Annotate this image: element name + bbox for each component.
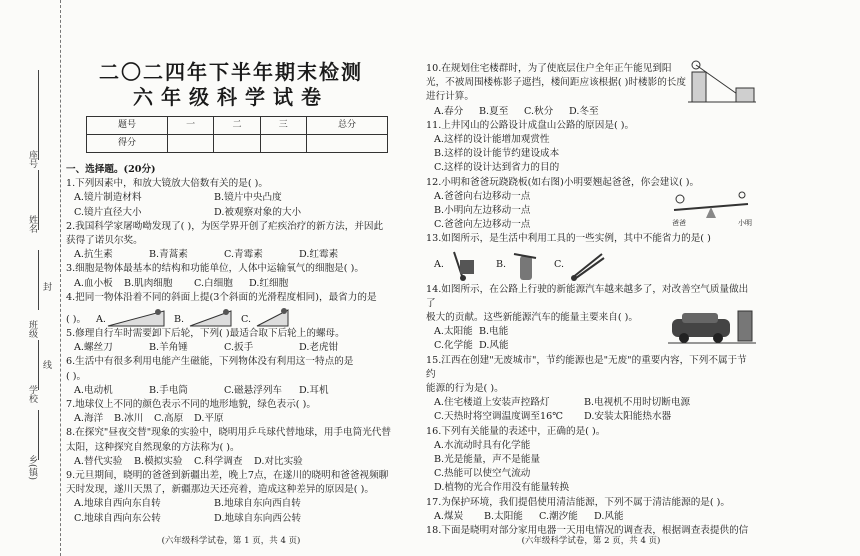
score-header-cell: 题号 [87,117,168,135]
question-14-cont: 极大的贡献。这些新能源汽车的能量主要来自( )。 [426,312,639,324]
question-18: 18.下面是晓明对部分家用电器一天用电情况的调查表，根据调查表提供的信 [426,525,749,537]
q11-options [426,133,756,176]
q13-figures [426,247,756,283]
seat-number-label: 座号 [27,150,37,168]
figure-label: A. [434,258,444,270]
option: D.风能 [479,340,509,352]
q10-block [426,62,756,105]
question-14: 14.如图所示，在公路上行驶的新能源汽车越来越多了，对改善空气质量做出了 [426,283,749,309]
option: C.潮汐能 [539,510,578,522]
option: A.爸爸向右边移动一点 [434,190,531,202]
option: C.这样的设计达到省力的目的 [434,162,560,174]
score-cell[interactable] [214,135,260,153]
class-label: 班级 [27,320,37,338]
option: C.磁悬浮列车 [224,384,283,396]
option: B.镜片中央凸度 [214,192,282,204]
option: B.夏至 [479,105,509,117]
option: B.小明向左边移动一点 [434,205,531,217]
question-2-cont: 获得了诺贝尔奖。 [66,235,143,247]
q1-options [66,191,396,219]
exam-title: 二〇二四年下半年期末检测 [99,60,363,84]
option: B.青蒿素 [149,249,188,261]
page-footer: (六年级科学试卷，第 2 页，共 4 页) [521,535,661,546]
q14-block [426,283,756,354]
q15-options [426,396,756,424]
school-label: 学校 [27,385,37,403]
option: A.春分 [434,105,464,117]
score-cell[interactable] [306,135,387,153]
option: C.科学调查 [194,455,243,467]
question-2: 2.我国科学家屠呦呦发现了( )，为医学界开创了疟疾治疗的新方法，并因此 [66,220,384,232]
info-line [38,340,39,390]
score-header-cell: 三 [260,117,306,135]
seal-char: 封 [41,282,51,291]
q12-block [426,190,756,233]
option: A.海洋 [74,413,104,425]
option: D.耳机 [299,384,329,396]
option: C.镜片直径大小 [74,206,142,218]
tweezers-icon [568,248,608,282]
hand-truck-icon [448,248,482,282]
option: C.爸爸向左边移动一点 [434,219,531,231]
question-1: 1.下列因素中，和放大镜放大倍数有关的是( )。 [66,178,268,190]
option: D.安装太阳能热水器 [584,411,672,423]
option: C.扳手 [224,342,254,354]
info-line [38,70,39,160]
option: D.平原 [194,413,224,425]
question-16: 16.下列有关能量的表述中，正确的是( )。 [426,425,606,437]
question-11: 11.上井冈山的公路设计成盘山公路的原因是( )。 [426,119,635,131]
question-8: 8.在探究"昼夜交替"现象的实验中，晓明用乒乓球代替地球，用手电筒光代替 [66,427,391,439]
option: A.抗生素 [74,249,113,261]
option: B.羊角锤 [149,342,188,354]
question-9: 9.元旦期间，晓明的爸爸到新疆出差，晚上7点，在遂川的晓明和爸爸视频聊 [66,470,389,482]
exam-page-2 [426,0,756,556]
option: B.这样的设计能节约建设成本 [434,148,560,160]
question-5: 5.修理自行车时需要卸下后轮，下列( )最适合取下后轮上的螺母。 [66,328,345,340]
option: C.高原 [154,413,184,425]
q3-options [66,277,396,291]
option: B.电能 [479,326,509,338]
page-footer: (六年级科学试卷，第 1 页，共 4 页) [161,535,301,546]
option: A.替代实验 [74,455,123,467]
option: B.光是能量，声不是能量 [434,454,541,466]
exam-subtitle: 六年级科学试卷 [133,85,329,109]
question-10: 10.在规划住宅楼群时，为了使底层住户全年正午能见到阳 [426,63,672,74]
option: D.风能 [594,510,624,522]
option: C.白细胞 [194,277,233,289]
option: D.红霉素 [299,249,339,261]
option: A.水流动时具有化学能 [434,439,531,451]
slope-figure-a [106,307,166,327]
question-8-cont: 太阳，这种探究自然现象的方法称为( )。 [66,441,240,453]
score-row-label: 得分 [87,135,168,153]
option: D.地球自东向西公转 [214,512,302,524]
bottle-opener-icon [510,248,540,282]
question-12: 12.小明和爸爸玩跷跷板(如右图)小明要翘起爸爸，你会建议( )。 [426,176,700,188]
option: A.电动机 [74,384,113,396]
score-header-cell: 二 [214,117,260,135]
q10-options [426,105,756,119]
seesaw-figure [666,190,756,228]
section-title: 一、选择题。(20分) [66,164,156,175]
option: A.住宅楼道上安装声控路灯 [434,397,550,409]
score-header-cell: 一 [168,117,214,135]
option: D.红细胞 [249,277,289,289]
q17-options [426,510,756,524]
q8-options [66,455,396,469]
option: B.模拟实验 [134,455,183,467]
ev-charging-figure [668,307,756,345]
score-header-cell: 总分 [306,117,387,135]
score-table [86,116,388,153]
figure-label: A. [96,313,106,325]
option: A.地球自西向东自转 [74,498,161,510]
figure-label: C. [241,313,252,325]
option: D.植物的光合作用没有能量转换 [434,482,570,494]
question-7: 7.地球仪上不同的颜色表示不同的地形地貌，绿色表示( )。 [66,399,316,411]
question-4-cont: ( )。 [66,313,87,325]
option: A.血小板 [74,277,113,289]
sun-building-figure [688,58,756,104]
name-label: 姓名 [27,215,37,233]
option: B.电视机不用时切断电源 [584,397,691,409]
slope-figure-b [188,307,233,327]
question-17: 17.为保护环境，我们提倡使用清洁能源，下列不属于清洁能源的是( )。 [426,496,731,508]
score-cell[interactable] [168,135,214,153]
q6-options [66,384,396,398]
option: A.螺丝刀 [74,342,113,354]
q7-options [66,412,396,426]
question-10-cont: 进行计算。 [426,91,474,103]
option: D.对比实验 [254,455,303,467]
question-4: 4.把同一物体沿着不同的斜面上提(3个斜面的光滑程度相同)，最省力的是 [66,291,377,303]
option: A.这样的设计能增加观赏性 [434,134,550,146]
option: C.秋分 [524,105,554,117]
question-6-cont: ( )。 [66,370,87,382]
question-3: 3.细胞是物体最基本的结构和功能单位，人体中运输氧气的细胞是( )。 [66,263,364,275]
q5-options [66,341,396,355]
figure-label: 小明 [738,218,752,227]
option: D.被观察对象的大小 [214,206,302,218]
binding-strip [0,0,61,556]
option: B.地球自东向西自转 [214,498,301,510]
q16-options [426,439,756,496]
question-10-cont: 光，不被周围楼栋影子遮挡，楼间距应该根据( )时楼影的长度 [426,77,686,89]
question-6: 6.生活中有很多利用电能产生磁能，下列物体没有利用这一特点的是 [66,356,354,368]
score-cell[interactable] [260,135,306,153]
info-line [38,250,39,310]
seal-char: 线 [41,360,51,369]
question-15-cont: 能源的行为是( )。 [426,383,504,395]
q9-options [66,497,396,525]
township-label: 乡(镇) [27,455,37,481]
figure-label: B. [496,258,507,270]
option: A.镜片制造材料 [74,192,142,204]
option: B.太阳能 [484,510,523,522]
option: C.青霉素 [224,249,263,261]
option: C.天热时将空调温度调至16℃ [434,411,563,423]
question-15: 15.江西在创建"无废城市"，节约能源也是"无废"的重要内容，下列不属于节约 [426,354,747,380]
q2-options [66,248,396,262]
option: A.太阳能 [434,326,473,338]
info-line [38,410,39,460]
option: A.煤炭 [434,510,464,522]
option: D.老虎钳 [299,342,339,354]
exam-page-1 [66,0,396,556]
question-13: 13.如图所示，是生活中利用工具的一些实例，其中不能省力的是( ) [426,233,711,245]
option: B.肌肉细胞 [124,277,173,289]
q4-figures [66,305,396,327]
option: B.冰川 [114,413,144,425]
slope-figure-c [255,307,290,327]
figure-label: B. [174,313,185,325]
question-9-cont: 天时发现，遂川天黑了，新疆那边天还亮着，造成这种差异的原因是( )。 [66,484,374,496]
option: C.热能可以使空气流动 [434,468,531,480]
option: D.冬至 [569,105,599,117]
figure-label: C. [554,258,565,270]
option: C.化学能 [434,340,473,352]
figure-label: 爸爸 [672,218,686,227]
option: B.手电筒 [149,384,188,396]
option: C.地球自西向东公转 [74,512,161,524]
